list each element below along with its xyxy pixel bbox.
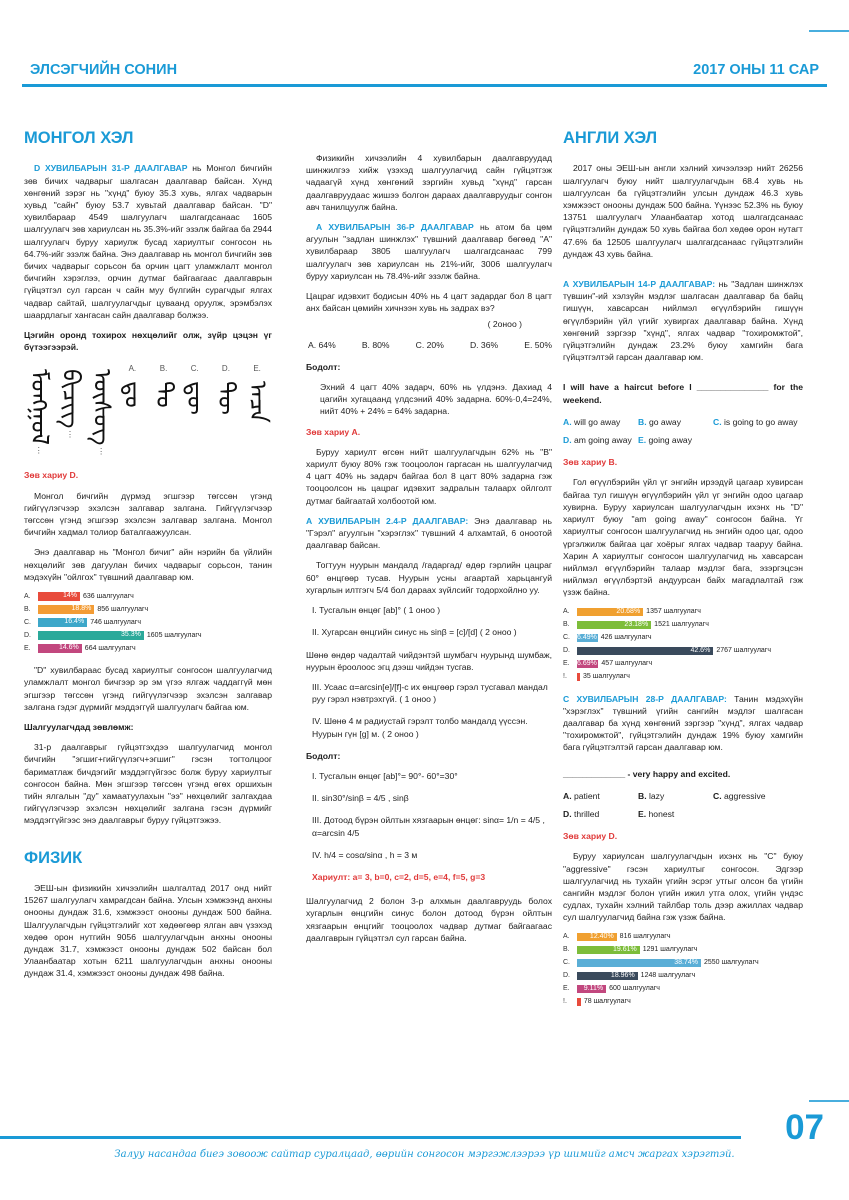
bar-count-label: 1248 шалгуулагч [640, 972, 696, 980]
bar-value-label: 9.11% [583, 984, 604, 992]
chart-bar-row [563, 659, 803, 670]
bar-value-label: 14% [62, 592, 77, 600]
solution-step: III. Дотоод бүрэн ойлтын хязгаарын өнцөг: sinα= 1/n = 4/5 , α=arcsin 4/5 [312, 815, 545, 838]
bar-category-label: B. [563, 946, 570, 954]
correct-answer: Зөв хариу B. [563, 457, 618, 468]
bar-value-label: 12.40% [589, 932, 614, 940]
option-e: E. ᠠᠴᠠ [243, 364, 272, 423]
bar-value-label: 20.68% [616, 607, 641, 615]
bar-count-label: 426 шалгуулагч [600, 634, 652, 642]
footer-rule [0, 1136, 741, 1139]
bar-value-label: 38.74% [674, 958, 698, 966]
option: E. 50% [524, 339, 552, 350]
mongol-stem: ᠮᠣᠩᠭᠣᠯ ⋮ [25, 369, 54, 456]
bar [38, 592, 80, 601]
task-heading: D ХУВИЛБАРЫН 31-Р ДААЛГАВАР [34, 163, 188, 174]
answer-distribution-chart [563, 607, 803, 683]
bar-count-label: 2550 шалгуулагч [703, 959, 759, 967]
answer-distribution-chart [24, 591, 272, 654]
bar [38, 631, 144, 640]
bar-count-label: 816 шалгуулагч [619, 933, 671, 941]
option: E. going away [638, 435, 692, 446]
bar [38, 644, 82, 653]
option: A. will go away [563, 416, 621, 427]
bar-category-label: C. [563, 959, 570, 967]
bar [38, 618, 87, 627]
paragraph [563, 693, 803, 754]
newspaper-title: ЭЛСЭГЧИЙН СОНИН [30, 62, 178, 78]
task-heading: С ХУВИЛБАРЫН 28-Р ДААЛГАВАР: [563, 693, 727, 704]
bar [577, 998, 581, 1007]
solution-title: Бодолт: [306, 361, 341, 372]
chart-bar-row [563, 984, 803, 995]
chart-bar-row [563, 958, 803, 969]
paragraph: ЭЕШ-ын физикийн хичээлийн шалгалтад 2017 онд нийт 15267 шалгуулагч хамрагдсан байна. Улсын хэмжээнд анхны онооны дундаж 31.6, хэмжээст онооны дундаж 500 байна. Шалгуулагчдын гүйцэтгэлийг хот хөдөөгөөр ялган авч үзэхэд хөдөө орон нутгийн 9056 шалгуулагчдын анхны онооны дундаж 31.7, хэмжээст онооны дундаж 502 байсан бол Улаанбаатар хотын 6211 шалгуулагчдын анхны онооны дундаж 31.4, хэмжээст онооны дундаж 498 байна. [24, 882, 272, 979]
option-a: A. ᠳᠤ [119, 364, 148, 408]
bar-count-label: 457 шалгуулагч [601, 660, 653, 668]
bar-count-label: 1357 шалгуулагч [646, 608, 701, 616]
decorative-line [809, 1100, 849, 1102]
option-d: D. ᠲᠦ [212, 364, 241, 415]
paragraph-body: нь "Задлан шинжлэх түвшин"-ий хэлзүйн мэдлэг шалгасан даалгавар ба байц гишүүн, хавсарсан нийлмэл өгүүлбэрийн гишүүн өгүүлбэрийн үйл үгийг хувиргах даалгавар байна. Хүнд хөнгөний зэргээр "хүнд", ялгах чадвар "тохиромжтой", гүйцэтгэлийн дундаж 23.2% буюу хамгийн бага гүйцэтгэлтэй гарсан даалгавар юм. [563, 279, 803, 363]
bar-category-label: !. [563, 998, 567, 1006]
option: B. lazy [638, 790, 665, 801]
option: C. aggressive [713, 790, 766, 801]
option-c: C. ᠳᠦ [181, 364, 210, 415]
page-number: 07 [785, 1108, 824, 1147]
task-heading: А ХУВИЛБАРЫН 36-Р ДААЛГАВАР [316, 222, 474, 233]
section-title-mongol: МОНГОЛ ХЭЛ [24, 129, 134, 147]
bar [577, 972, 638, 981]
option: C. is going to go away [713, 416, 798, 427]
bar-value-label: 42.6% [690, 646, 711, 654]
question: _____________ - very happy and excited. [563, 768, 731, 779]
paragraph-body: нь атом ба цөм агуулын "задлан шинжлэх" түвшний даалгавар бөгөөд "А" хувилбараар 3805 шалгуулагч шалгагдсанаас 799 шалгуулагч зөв хариулсан нь 21%-ийг, 3006 шалгуулагч буруу хариулсан нь 78.4%-ийг эзэлж байна. [306, 222, 552, 281]
bar-value-label: 35.3% [121, 631, 141, 639]
answer-distribution-chart [563, 932, 803, 1008]
mongol-script-figure [24, 363, 272, 463]
task-item: IV. Шөнө 4 м радиустай гэрэлт толбо мандалд үүссэн. Нуурын гүн [g] м. ( 2 оноо ) [312, 716, 528, 739]
issue-date: 2017 ОНЫ 11 САР [693, 62, 819, 78]
bar-value-label: 23.18% [624, 620, 649, 628]
paragraph [24, 162, 272, 321]
bar [577, 985, 606, 994]
correct-answer: Зөв хариу А. [306, 426, 361, 437]
bar [577, 608, 643, 617]
chart-bar-row [24, 617, 272, 628]
option: B. go away [638, 416, 681, 427]
section-title-english: АНГЛИ ХЭЛ [563, 129, 658, 147]
bar [577, 634, 598, 643]
bar-category-label: D. [563, 647, 570, 655]
bar-category-label: E. [563, 985, 570, 993]
bar-value-label: 19.61% [613, 945, 637, 953]
page-header [22, 60, 827, 80]
advice-title: Шалгуулагчдад зөвлөмж: [24, 721, 134, 732]
option: D. 36% [469, 339, 499, 350]
bar-category-label: C. [563, 634, 570, 642]
bar [577, 673, 580, 682]
solution-step: I. Тусгалын өнцөг [ab]°= 90°- 60°=30° [312, 770, 458, 781]
bar-value-label: 16.4% [64, 618, 85, 626]
paragraph: Тогтуун нуурын мандалд /гадаргад/ өдөр гэрлийн цацраг 60° өнцгөөр тусав. Нуурын усны агаартай харьцангуй хугарлын илтгэгч 5/4 бол дараах зүйлсийг тодорхойлно уу. [306, 560, 552, 595]
bar-category-label: A. [563, 608, 570, 616]
bar [577, 959, 701, 968]
bar [38, 605, 94, 614]
option: E. honest [638, 808, 675, 819]
column-english [563, 127, 803, 1018]
question: Цацраг идэвхит бодисын 40% нь 4 цагт задардаг бол 8 цагт анх байсан цөмийн хичнээн хувь нь задрах вэ? [306, 291, 552, 314]
chart-bar-row [563, 607, 803, 618]
paragraph: Шөнө өндөр чадалтай чийдэнтэй шумбагч нуурынд шумбаж, нуурын ёроолоос эгц дээш чийдэн тусгав. [306, 649, 552, 672]
bar-value-label: 6.69% [577, 659, 597, 667]
chart-bar-row [24, 604, 272, 615]
paragraph: 2017 оны ЭЕШ-ын англи хэлний хичээлээр нийт 26256 шалгуулагч буюу нийт шалгуулагчдын 68.4 хувь нь шалгуулсан ба гүйцэтгэлийн улсын дундаж 46.3 хувь хэмжээст онооны дундаж 500 байна. Үүнээс 52.3% нь буюу 13751 шалгуулагч Улаанбаатар хотод шалгагдсанаас гүйцэтгэлийн дундаж 50 хувь байгаа бол хөдөө орон нутагт 47.6% ба 12505 шалгуулагч шалгагдсанаас гүйцэтгэлийн дундаж 43 хувь байна. [563, 163, 803, 259]
score: ( 2оноо ) [487, 319, 522, 330]
chart-bar-row [563, 971, 803, 982]
bar-count-label: 1605 шалгуулагч [146, 631, 202, 639]
task-heading: А ХУВИЛБАРЫН 2.4-Р ДААЛГАВАР: [306, 515, 469, 526]
paragraph: Буруу хариулсан шалгуулагчдын ихэнх нь "C" буюу "aggressive" гэсэн хариултыг сонгосон. Эдгээр шалгуулагчид нь тухайн үгийн эсрэг утгыг олсон ба үгийн сангийн мэдлэг болон үгийн ижил утга олох, үгийн үндэс судлах, тухайн хэлний тайлбар толь дээр ажиллах чадвар сул шалгуулагчид байна гэж үзэж байна. [563, 851, 803, 923]
bar [577, 621, 651, 630]
bar-category-label: D. [24, 631, 31, 639]
paragraph [306, 515, 552, 552]
option: B. 80% [361, 339, 390, 350]
correct-answer: Зөв хариу D. [24, 470, 79, 481]
bar-category-label: C. [24, 618, 31, 626]
answer-options [563, 416, 803, 446]
bar-count-label: 1291 шалгуулагч [642, 946, 698, 954]
task-item: III. Усааc α=arcsin[e]/[f]-с их өнцгөөр гэрэл тусгавал мандал руу гэрэл нэвтрэхгүй. ( 1 оноо ) [312, 681, 548, 705]
bar-category-label: E. [24, 644, 31, 652]
bar [577, 647, 713, 656]
mongol-stem: ᠦᠰᠦᠭ ⋮ [87, 369, 116, 456]
bar-value-label: 6.49% [577, 633, 597, 641]
chart-bar-row [563, 932, 803, 943]
bar-count-label: 2767 шалгуулагч [716, 647, 771, 655]
answer-key: Хариулт: a= 3, b=0, c=2, d=5, e=4, f=5, g=3 [312, 871, 486, 882]
bar-category-label: B. [563, 621, 570, 629]
bar-count-label: 636 шалгуулагч [83, 592, 134, 600]
solution-step: IV. h/4 = cosα/sinα , h = 3 м [312, 849, 418, 860]
task-item: I. Тусгалын өнцөг [ab]° ( 1 оноо ) [312, 605, 441, 616]
bar-count-label: 746 шалгуулагч [90, 618, 141, 626]
bar-value-label: 18.96% [610, 971, 635, 979]
paragraph: "D" хувилбараас бусад хариултыг сонгосон шалгуулагчид уламжлалт монгол бичгээр эр эм үгээ ялгаж чаддаггүй мөн эгшгээр төгссөн үгэнд гийгүүлэгчээр эхэлсэн залгавар залгана гэдэг дүрмийг мэддэггүй шалгуулагч байгаа юм. [24, 665, 272, 712]
chart-bar-row [563, 672, 803, 683]
chart-bar-row [24, 591, 272, 602]
paragraph: Гол өгүүлбэрийн үйл үг энгийн ирээдүй цагаар хувирсан байгаа тул гишүүн өгүүлбэрийн үйл үг энгийн одоо цагаар хувирна. Буруу хариулсан шалгуулагчдын ихэнх нь "D" хариулт буюу "am going away" сонгосон байна. Үг хариултыг сонгосон шалгуулагчид нь энгийн одоо цаг, одоо үргэлжилж байгаа цаг хоёрыг ялгах чадвар тааруу байна. Харин А хариултыг сонгосон шалгуулагчид нь хавсарсан нийлмэл өгүүлбэрийн талаар мэдлэг бага, эзэргэцсэн нийлмэл өгүүлбэртэй андуурсан байх магадлалтай гэж үзэж байна. [563, 477, 803, 598]
chart-bar-row [24, 643, 272, 654]
answer-options [308, 339, 552, 351]
bar-value-label: 14.6% [58, 644, 79, 652]
bar [577, 660, 598, 669]
task-heading: А ХУВИЛБАРЫН 14-Р ДААЛГАВАР: [563, 279, 716, 290]
bar-count-label: 1521 шалгуулагч [654, 621, 709, 629]
paragraph [563, 278, 803, 363]
question: Цэгийн оронд тохирох нөхцөлийг олж, зүйр цэцэн үг бүтээгээрэй. [24, 330, 272, 353]
paragraph: Монгол бичгийн дүрмэд эгшгээр төгссөн үгэнд гийгүүлэгчээр эхэлсэн залгавар залгана. Гийгүүлэгчээр төгссөн үгэнд эгшгээр эхэлсэн залгавар залгана. Монгол бичгийн хадмал толиор баталгаажуулсан. [24, 490, 272, 538]
solution-step: II. sin30°/sinβ = 4/5 , sinβ [312, 793, 409, 804]
bar-category-label: A. [563, 933, 570, 941]
chart-bar-row [563, 620, 803, 631]
paragraph: Буруу хариулт өгсөн нийт шалгуулагчдын 62% нь "B" хариулт буюу 80% гэж тооцоолон гаргасан нь шалгуулагчид 4 цагт 40% нь задарч байгаа бол 8 цагт 80% задарна гэж тооцоолсон нь цацраг идэвхит задралын талаарх ойлголт дутмаг байгаатай холбоотой юм. [306, 446, 552, 506]
paragraph-body: нь Монгол бичгийн зөв бичих чадварыг шалгасан даалгавар байсан. Хүнд хөнгөний зэрэг нь "хүнд" буюу 35.3 хувь, ялгах чадварын хувьд "сайн" буюу 53.7 хувьтай даалгавар байсан. "D" хувилбараар 4549 шалгуулагч шалгагдсанаас 1605 шалгуулагч зөв хариулсан нь 35.3%-ийг эзэлж байгаа ба 2944 шалгуулагч буруу хариулж бусад хариултыг сонгосон нь 64.7%-ийг эзэлж байна. Энэ даалгавар нь монгол бичгийн зөв бичих чадварыг сорьсон ба орчин цагт уламжлалт монгол бичгийн хэрэглээ, орчин дутмаг байгаагаас даалгаврын гүйцэтгэл сул гарсан ч сайн муу бүлгийн сурагчдыг ялгах чадвар сайтай, шалгуулагчдыг цуваанд оруулж, эрэмбэлэх шаардлагыг хангасан сайн даалгавар болжээ. [24, 163, 272, 320]
bar-value-label: 18.8% [71, 605, 92, 613]
paragraph: 31-р даалгаврыг гүйцэтгэхдээ шалгуулагчид монгол бичгийн "эгшиг+гийгүүлэгч+эгшиг" гэсэн тогтолцоог бариматлаж бичдэгийг мэддэггүйгээс болж буруу хариултыг сонгосон байна. Мөн эгшгээр төгссөн үгэнд өгөх оршихын тийн ялгалын "ду" хамаатуулахын "ээ" нөхцөлийг залгахдаа гийгүүлэгчээр эхэлсэн нөхцөлийг залгана гэсэн дүрмийг мэддэггүйгээс энэ даалгаврыг буруу гүйцэтгэжээ. [24, 742, 272, 826]
bar [577, 946, 640, 955]
bar-count-label: 78 шалгуулагч [583, 998, 631, 1006]
bar-count-label: 664 шалгуулагч [84, 644, 136, 652]
mongol-stem: ᠪᠢᠴᠢᠭ ⋮ [56, 369, 85, 439]
footer-slogan: Залуу насандаа биеэ зовоож сайтар суралцаад, өөрийн сонгосон мэргэжлээрээ үр шимийг амсч жаргах хэрэгтэй. [114, 1149, 735, 1160]
chart-bar-row [563, 945, 803, 956]
column-mongol [24, 127, 272, 988]
solution-title: Бодолт: [306, 750, 341, 761]
solution: Эхний 4 цагт 40% задарч, 60% нь үлдэнэ. Дахиад 4 цагийн хугацаанд үлдсэний 40% задарна. 60%·0,4=24%, нийт 40% + 24% = 64% задарна. [320, 382, 552, 417]
answer-options [563, 790, 803, 820]
option-b: B. ᠲᠤ [150, 364, 179, 408]
paragraph-body: Энэ даалгавар нь "Гэрэл" агуулгын "хэрэглэх" түвшний 4 алхамтай, 6 оноотой даалгавар байсан. [306, 515, 552, 551]
bar-category-label: D. [563, 972, 570, 980]
task-item: II. Хугарсан өнцгийн синус нь sinβ = [c]/[d] ( 2 оноо ) [312, 627, 517, 638]
question: I will have a haircut before I _______________ for the weekend. [563, 382, 803, 405]
bar-category-label: B. [24, 605, 31, 613]
option: A. patient [563, 790, 600, 801]
bar-count-label: 856 шалгуулагч [97, 605, 149, 613]
paragraph-body: Танин мэдэхүйн "хэрэглэх" түвшний үгийн сангийн мэдлэг шалгасан даалгавар ба хүнд хөнгөний зэргээр "хүнд", ялгах чадвар "тохиромжтой", гүйцэтгэлийн дундаж 19% буюу хамгийн бага гүйцэтгэлтэй гарсан даалгавар юм. [563, 693, 804, 753]
bar-count-label: 600 шалгуулагч [609, 985, 660, 993]
bar-category-label: E. [563, 660, 570, 668]
paragraph [306, 221, 552, 282]
paragraph: Энэ даалгавар нь "Монгол бичиг" айн нэрийн ба үйлийн нөхцөлийг зөв дагуулан бичих чадварыг сорьсон, танин мэдэхүйн "ойлгох" түвшний даалгавар юм. [24, 547, 272, 582]
chart-bar-row [563, 646, 803, 657]
option: C. 20% [415, 339, 444, 350]
option: D. thrilled [563, 808, 600, 819]
chart-bar-row [24, 630, 272, 641]
column-physics [306, 152, 552, 952]
option: D. am going away [563, 435, 632, 446]
chart-bar-row [563, 633, 803, 644]
paragraph: Шалгуулагчид 2 болон 3-р алхмын даалгавруудь болох хугарлын өнцгийн синус болон дотоод бүрэн ойлтын хязгаарын өнцгийг тооцоолох чадвар дутмаг байгаагаас даалгаврын гүйцэтгэл сул гарсан байна. [306, 896, 552, 943]
correct-answer: Зөв хариу D. [563, 831, 618, 842]
chart-bar-row [563, 997, 803, 1008]
bar-category-label: !. [563, 673, 567, 681]
bar [577, 933, 617, 942]
bar-category-label: A. [24, 592, 31, 600]
paragraph: Физикийн хичээлийн 4 хувилбарын даалгавруудад шинжилгээ хийж үзэхэд шалгуулагчид сайн гүйцэтгэж чадаагүй хүнд хөнгөний зэргийн хувьд "хүнд" гарсан даалгавруудаас жишээ болгон дараах даалгавруудыг сонгон авч танилцуулж байна. [306, 153, 552, 212]
header-rule [22, 84, 827, 87]
bar-count-label: 35 шалгуулагч [583, 673, 630, 681]
decorative-line [809, 30, 849, 32]
section-title-physics: ФИЗИК [24, 848, 83, 867]
option: A. 64% [308, 339, 336, 350]
